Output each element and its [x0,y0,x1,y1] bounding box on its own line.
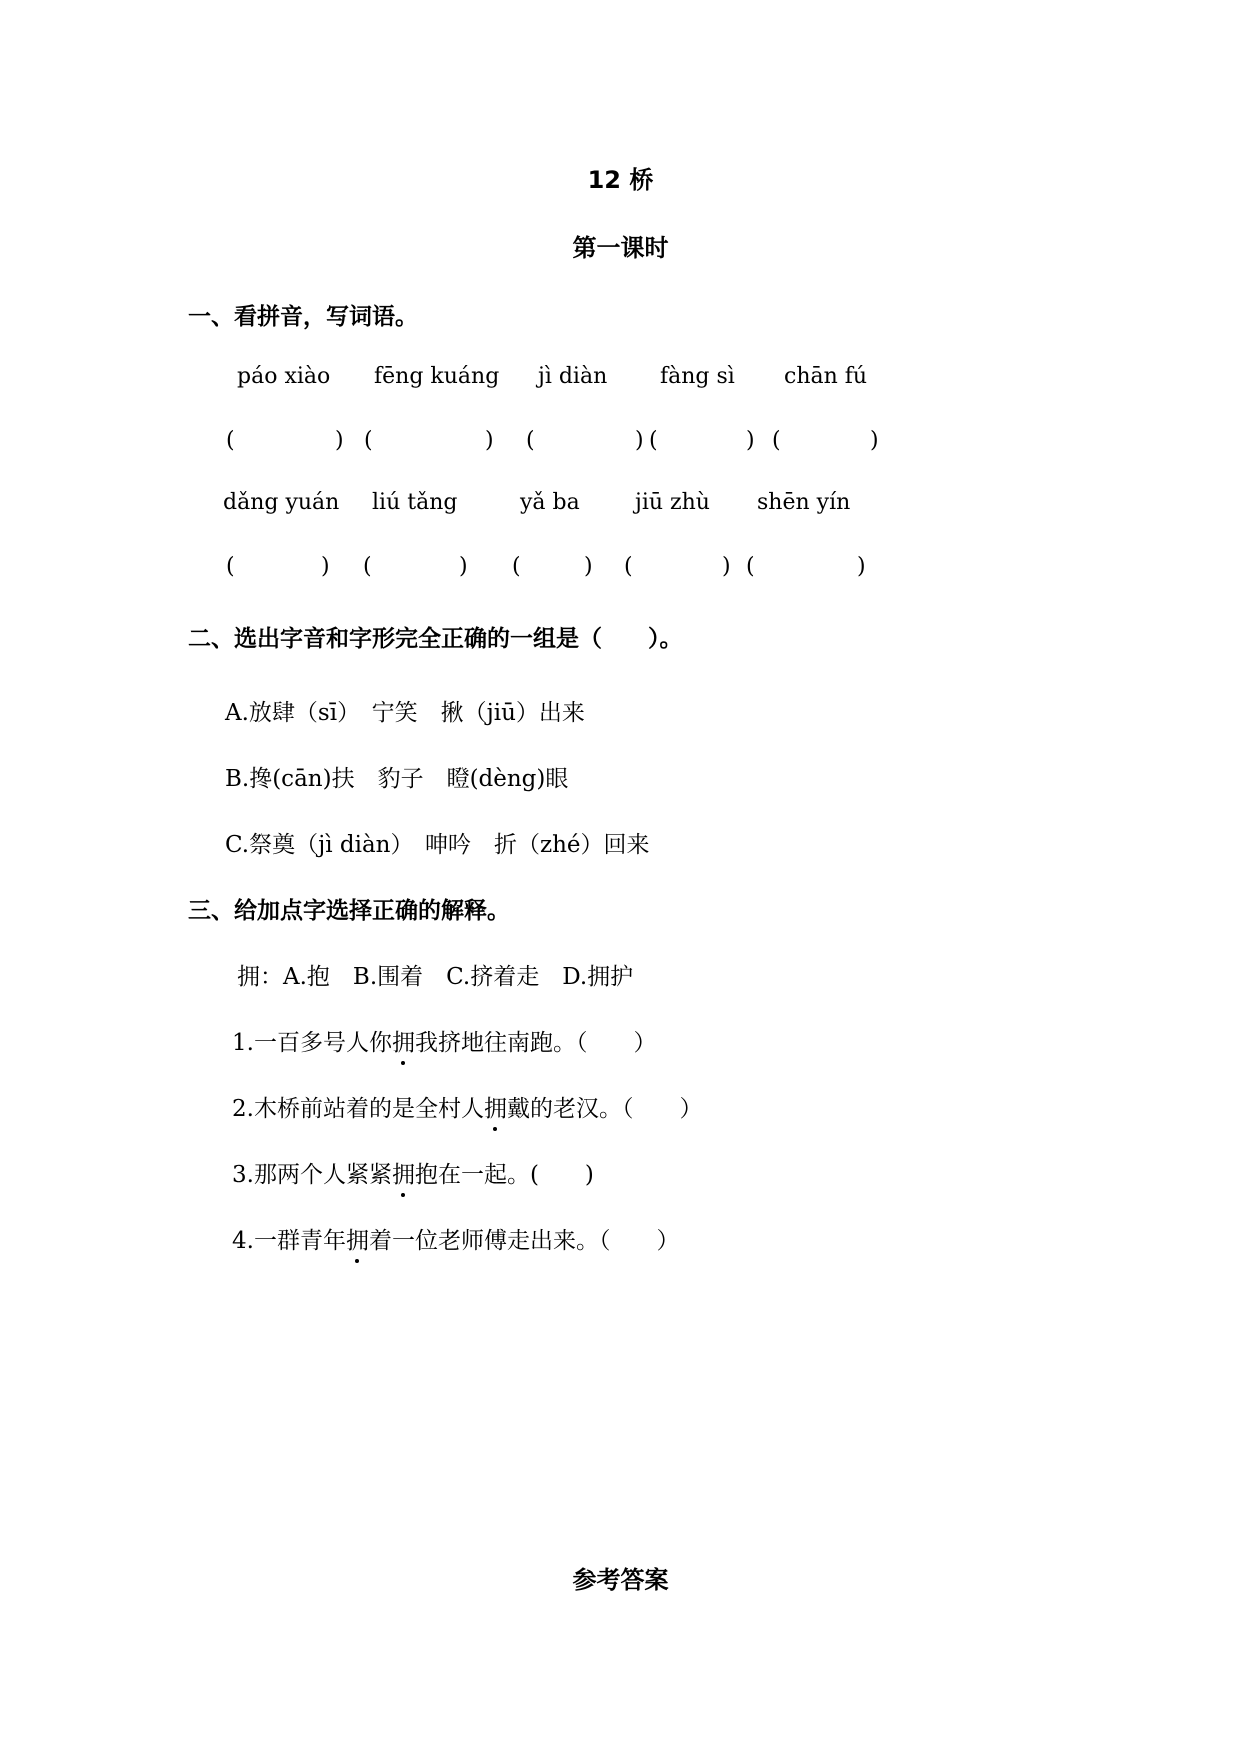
answer-paren-open: ( [772,428,781,453]
pinyin-item: fēng kuáng [374,364,500,389]
answer-paren-open: ( [226,554,235,579]
answer-paren-open: ( [364,428,373,453]
option-a: A.放肆（sī） 宁笑 揪（jiū）出来 [225,700,585,726]
dotted-character: 拥 [392,1024,415,1057]
question-text: 抱在一起。( ) [414,1162,594,1188]
answer-paren-close: ) [485,428,494,453]
answer-title: 参考答案 [572,1566,669,1594]
pinyin-item: fàng sì [660,364,735,389]
section1-heading: 一、看拼音，写词语。 [188,304,418,330]
answer-paren-close: ) [321,554,330,579]
option-c: C.祭奠（jì diàn） 呻吟 折（zhé）回来 [225,832,650,858]
pinyin-item: yǎ ba [520,490,580,515]
section2-heading: 二、选出字音和字形完全正确的一组是（ ）。 [188,626,683,652]
question-1 [232,1024,656,1057]
pinyin-item: páo xiào [237,364,331,389]
answer-paren-close: ) [635,428,644,453]
answer-paren-close: ) [870,428,879,453]
pinyin-item: liú tǎng [372,490,458,515]
pinyin-item: chān fú [784,364,868,389]
question-4 [232,1222,679,1255]
answer-paren-open: ( [526,428,535,453]
answer-paren-close: ) [746,428,755,453]
question-text: 我挤地往南跑。（ ） [414,1030,657,1056]
answer-paren-open: ( [746,554,755,579]
question-text: 2.木桥前站着的是全村人 [232,1096,484,1122]
answer-paren-close: ) [459,554,468,579]
answer-paren-open: ( [624,554,633,579]
pinyin-item: dǎng yuán [223,490,340,515]
answer-paren-close: ) [584,554,593,579]
answer-paren-open: ( [649,428,658,453]
answer-paren-close: ) [722,554,731,579]
pinyin-item: jiū zhù [635,490,710,515]
option-b: B.搀(cān)扶 豹子 瞪(dèng)眼 [225,766,569,792]
pinyin-item: shēn yín [757,490,851,515]
definition-line: 拥：A.抱 B.围着 C.挤着走 D.拥护 [237,964,634,990]
pinyin-item: jì diàn [538,364,608,389]
dotted-character: 拥 [484,1090,507,1123]
dotted-character: 拥 [346,1222,369,1255]
period-title: 第一课时 [572,234,669,262]
answer-paren-open: ( [512,554,521,579]
answer-paren-open: ( [226,428,235,453]
section3-heading: 三、给加点字选择正确的解释。 [188,898,510,924]
question-text: 1.一百多号人你 [232,1030,392,1056]
question-text: 3.那两个人紧紧 [232,1162,392,1188]
answer-paren-close: ) [857,554,866,579]
answer-paren-open: ( [363,554,372,579]
question-text: 4.一群青年 [232,1228,346,1254]
question-3 [232,1156,594,1189]
lesson-title: 12 桥 [587,166,654,194]
question-text: 着一位老师傅走出来。（ ） [368,1228,680,1254]
dotted-character: 拥 [392,1156,415,1189]
question-2 [232,1090,702,1123]
answer-paren-close: ) [335,428,344,453]
question-text: 戴的老汉。（ ） [506,1096,703,1122]
